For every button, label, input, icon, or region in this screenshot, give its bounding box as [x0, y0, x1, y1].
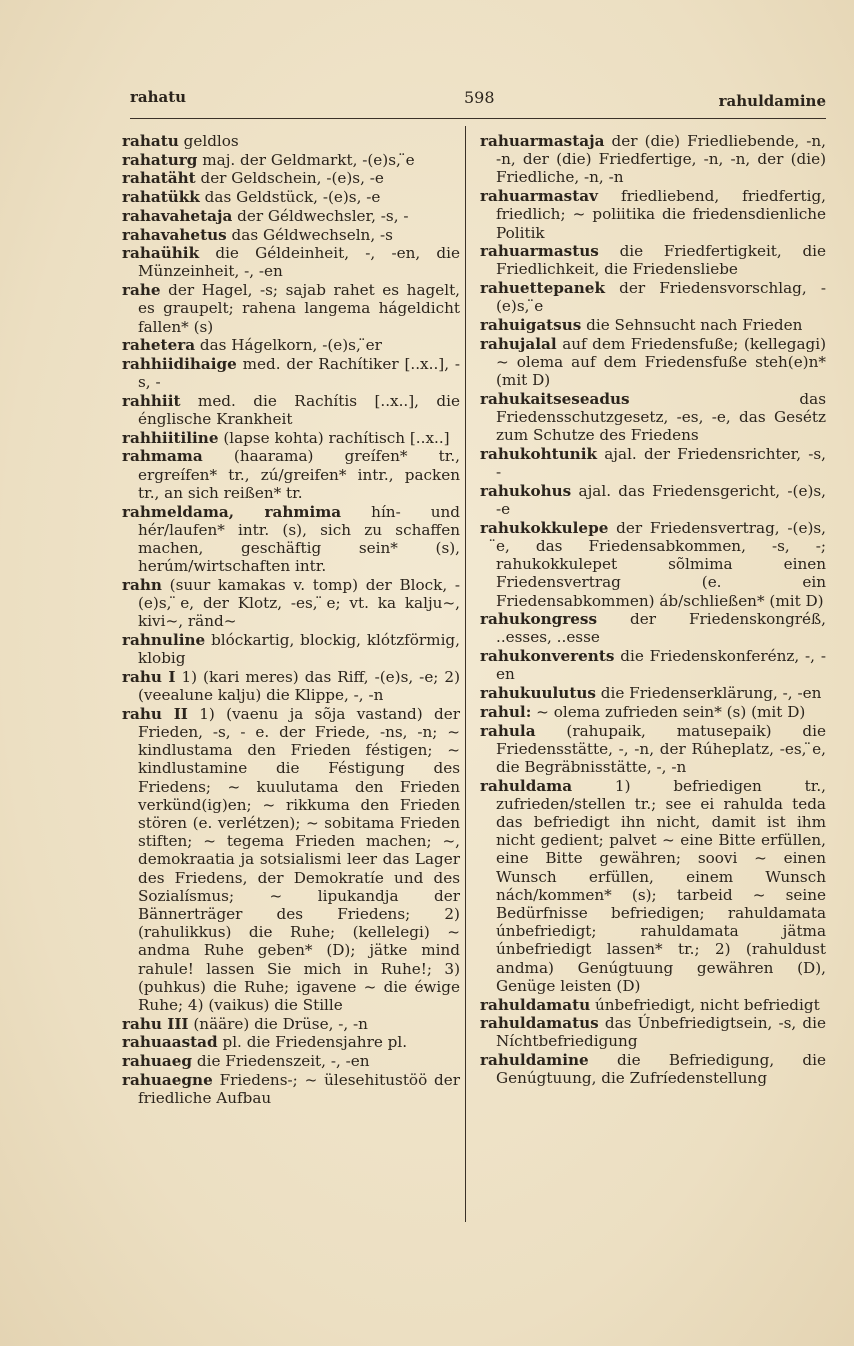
- entry-definition: der Friedenskongréß, ..esses, ..esse: [496, 610, 827, 647]
- dictionary-entry: [122, 355, 460, 391]
- entry-headword: rahukuulutus: [480, 684, 596, 703]
- entry-headword: rahukongress: [480, 610, 598, 629]
- right-column: [480, 132, 826, 1088]
- entry-headword: rahaühik: [122, 244, 200, 263]
- entry-definition: hín- und hér/laufen* intr. (s), sich zu schaffen machen, geschäftig sein* (s), herúm/wirtschaften intr.: [138, 502, 461, 576]
- entry-headword: rahukohus: [480, 481, 572, 500]
- dictionary-entry: [122, 1071, 460, 1107]
- entry-definition: der Hagel, -s; sajab rahet es hagelt, es graupelt; rahena langema hágeldicht fallen* (s): [138, 281, 461, 336]
- entry-headword: rahukokkulepe: [480, 518, 609, 537]
- entry-definition: die Befriedigung, die Genúgtuung, die Zufríedenstellung: [496, 1051, 826, 1088]
- dictionary-entry: [122, 1033, 460, 1051]
- entry-headword: rahukohtunik: [480, 444, 598, 463]
- entry-definition: die Sehnsucht nach Frieden: [586, 316, 803, 335]
- entry-definition: med. die Rachítis [..x..], die énglische Krankheit: [138, 391, 460, 429]
- dictionary-entry: [122, 207, 460, 225]
- dictionary-entry: [122, 188, 460, 206]
- column-divider: [465, 126, 466, 1222]
- dictionary-entry: [480, 187, 826, 242]
- entry-headword: rahuettepanek: [480, 279, 605, 298]
- entry-definition: ~ olema zufrieden sein* (s) (mit D): [536, 702, 806, 721]
- entry-headword: rahuigatsus: [480, 316, 582, 335]
- entry-headword: rahuaegne: [122, 1070, 213, 1089]
- dictionary-entry: [122, 336, 460, 354]
- dictionary-entry: [122, 429, 460, 447]
- dictionary-entry: [480, 610, 826, 646]
- dictionary-entry: [480, 335, 826, 390]
- entry-headword: rahmeldama, rahmima: [122, 502, 342, 521]
- dictionary-entry: [480, 996, 826, 1014]
- dictionary-entry: [480, 703, 826, 721]
- entry-headword: rahul:: [480, 702, 532, 721]
- entry-headword: rahn: [122, 575, 162, 594]
- dictionary-entry: [480, 242, 826, 278]
- entry-headword: rahuarmastus: [480, 242, 599, 261]
- entry-definition: das Géldwechseln, -s: [231, 225, 393, 244]
- left-column: [122, 132, 460, 1108]
- dictionary-entry: [122, 392, 460, 428]
- entry-definition: (nääre) die Drüse, -, -n: [193, 1014, 368, 1033]
- entry-headword: rahuaastad: [122, 1033, 218, 1052]
- dictionary-entry: [122, 668, 460, 704]
- entry-headword: rahavahetaja: [122, 206, 233, 225]
- entry-definition: únbefriedigt, nicht befriedigt: [594, 995, 820, 1014]
- entry-definition: (suur kamakas v. tomp) der Block, -(e)s, ̈e, der Klotz, -es, ̈e; vt. ka kalju~, kivi~, ränd~: [138, 575, 461, 631]
- entry-headword: rahuaeg: [122, 1052, 193, 1071]
- dictionary-entry: [122, 281, 460, 336]
- dictionary-entry: [480, 1051, 826, 1087]
- entry-definition: (lapse kohta) rachítisch [..x..]: [223, 428, 450, 447]
- dictionary-entry: [480, 132, 826, 187]
- entry-definition: blóckartig, blockig, klótzförmig, klobig: [138, 630, 460, 668]
- entry-headword: rahnuline: [122, 630, 206, 649]
- entry-headword: rahuldamatu: [480, 995, 591, 1014]
- entry-definition: 1) (vaenu ja sõja vastand) der Frieden, -s, - e. der Friede, -ns, -n; ~ kindlustama den Frieden féstigen; ~ kindlustamine die Féstigung des Friedens; ~ kuulutama den Frieden verkünd(ig)en; ~ rikkuma den Frieden stören (e. verlétzen); ~ sobitama Frieden stiften; ~ tegema Frieden machen; ~, demokraatia ja sotsialismi leer das Lager des Friedens, der Demokratíe und des Sozialísmus; ~ lipukandja der Bännerträger des Friedens; 2) (rahulikkus) die Ruhe; (kellelegi) ~ andma Ruhe geben* (D); jätke mind rahule! lassen Sie mich in Ruhe!; 3) (puhkus) die Ruhe; igavene ~ die éwige Ruhe; 4) (vaikus) die Stille: [138, 704, 460, 1015]
- header-rule: [130, 118, 826, 119]
- dictionary-entry: [122, 503, 460, 576]
- entry-definition: die Friedenserklärung, -, -en: [600, 684, 822, 703]
- entry-headword: rahuarmastav: [480, 187, 598, 206]
- entry-definition: 1) befriedigen tr., zufrieden/stellen tr.; see ei rahulda teda das befriedigt ihn nicht, damit ist ihm nicht gedient; palvet ~ eine Bitte erfüllen, eine Bitte gewähren; soovi ~ einen Wunsch erfüllen, einem Wunsch nách/kommen* (s); tarbeid ~ seine Bedürfnisse befriedigen; rahuldamata únbefriedigt; rahuldamata jätma únbefriedigt lassen* tr.; 2) (rahuldust andma) Genúgtuung gewähren (D), Genüge leisten (D): [496, 776, 826, 995]
- dictionary-entry: [480, 1014, 826, 1050]
- entry-headword: rahuldamine: [480, 1051, 589, 1070]
- entry-definition: med. der Rachítiker [..x..], -s, -: [138, 354, 460, 392]
- entry-headword: rahatükk: [122, 188, 200, 207]
- dictionary-entry: [480, 684, 826, 702]
- entry-definition: die Friedenszeit, -, -en: [196, 1052, 370, 1071]
- entry-definition: pl. die Friedensjahre pl.: [222, 1033, 408, 1052]
- entry-definition: (haarama) greífen* tr., ergreífen* tr., zú/greifen* intr., packen tr., an sich reißen* tr.: [138, 447, 460, 502]
- dictionary-entry: [480, 647, 826, 683]
- entry-headword: rahatäht: [122, 169, 196, 188]
- dictionary-entry: [122, 226, 460, 244]
- entry-headword: rahavahetus: [122, 225, 227, 244]
- dictionary-entry: [122, 169, 460, 187]
- entry-headword: rahaturg: [122, 150, 198, 169]
- page-number: 598: [464, 88, 495, 107]
- dictionary-entry: [480, 316, 826, 334]
- entry-headword: rahu III: [122, 1014, 189, 1033]
- entry-definition: der Géldwechsler, -s, -: [237, 206, 409, 225]
- header-first-word: rahatu: [130, 88, 187, 106]
- entry-definition: (rahupaik, matusepaik) die Friedensstätte, -, -n, der Rúheplatz, -es, ̈e, die Begräbnisstätte, -, -n: [496, 721, 826, 776]
- entry-headword: rahatu: [122, 132, 179, 150]
- entry-definition: der Geldschein, -(e)s, -e: [200, 169, 384, 188]
- dictionary-entry: [480, 279, 826, 315]
- entry-headword: rahula: [480, 721, 536, 740]
- dictionary-entry: [122, 151, 460, 169]
- entry-definition: ajal. der Friedensrichter, -s, -: [496, 444, 826, 482]
- dictionary-entry: [480, 390, 826, 445]
- entry-definition: die Friedenskonferénz, -, -en: [496, 647, 826, 684]
- entry-definition: das Únbefriedigtsein, -s, die Níchtbefriedigung: [496, 1014, 826, 1051]
- entry-definition: das Friedensschutzgesetz, -es, -e, das Gesétz zum Schutze des Friedens: [496, 389, 826, 445]
- entry-definition: ajal. das Friedensgericht, -(e)s, -e: [496, 481, 827, 519]
- page-header: [130, 88, 826, 116]
- entry-definition: das Hágelkorn, -(e)s, ̈er: [199, 336, 382, 355]
- entry-headword: rahetera: [122, 336, 196, 355]
- entry-headword: rahhiidihaige: [122, 354, 237, 373]
- dictionary-entry: [122, 447, 460, 502]
- entry-headword: rahmama: [122, 447, 203, 466]
- entry-definition: geldlos: [183, 132, 239, 150]
- entry-definition: das Geldstück, -(e)s, -e: [204, 188, 381, 207]
- dictionary-entry: [480, 482, 826, 518]
- entry-headword: rahukonverents: [480, 647, 615, 666]
- dictionary-entry: [122, 132, 460, 150]
- entry-definition: maj. der Geldmarkt, -(e)s, ̈e: [202, 150, 415, 169]
- dictionary-entry: [122, 705, 460, 1014]
- dictionary-entry: [480, 445, 826, 481]
- entry-headword: rahujalal: [480, 334, 557, 353]
- entry-definition: 1) (kari meres) das Riff, -(e)s, -e; 2) (veealune kalju) die Klippe, -, -n: [138, 667, 460, 705]
- entry-definition: auf dem Friedensfuße; (kellegagi) ~ olema auf dem Friedensfuße steh(e)n* (mit D): [496, 334, 827, 390]
- entry-definition: Friedens-; ~ ülesehitustöö der friedliche Aufbau: [138, 1070, 460, 1108]
- entry-definition: friedliebend, friedfertig, friedlich; ~ poliitika die friedensdienliche Politik: [496, 187, 826, 242]
- dictionary-entry: [480, 722, 826, 777]
- dictionary-entry: [122, 1052, 460, 1070]
- entry-headword: rahu I: [122, 667, 176, 686]
- entry-headword: rahuldama: [480, 776, 573, 795]
- entry-definition: die Géldeinheit, -, -en, die Münzeinheit, -, -en: [138, 244, 460, 281]
- dictionary-entry: [122, 631, 460, 667]
- entry-definition: der Friedensvertrag, -(e)s, ̈e, das Friedensabkommen, -s, -; rahukokkulepet sõlmima einen Friedensvertrag (e. ein Friedensabkommen) áb/schließen* (mit D): [496, 518, 826, 610]
- entry-headword: rahuarmastaja: [480, 132, 605, 150]
- entry-headword: rahhiitiline: [122, 428, 219, 447]
- header-last-word: rahuldamine: [718, 92, 826, 110]
- entry-headword: rahukaitseseadus: [480, 389, 630, 408]
- entry-headword: rahu II: [122, 704, 188, 723]
- entry-headword: rahhiit: [122, 391, 181, 410]
- dictionary-entry: [122, 1015, 460, 1033]
- dictionary-entry: [122, 576, 460, 631]
- entry-definition: der Friedensvorschlag, -(e)s, ̈e: [496, 279, 826, 316]
- entry-headword: rahe: [122, 281, 161, 300]
- dictionary-entry: [122, 244, 460, 280]
- entry-definition: der (die) Friedliebende, -n, -n, der (die) Friedfertige, -n, -n, der (die) Friedliche, -n, -n: [496, 132, 826, 187]
- entry-headword: rahuldamatus: [480, 1014, 599, 1033]
- dictionary-entry: [480, 519, 826, 610]
- entry-definition: die Friedfertigkeit, die Friedlichkeit, die Friedensliebe: [496, 242, 827, 279]
- dictionary-entry: [480, 777, 826, 995]
